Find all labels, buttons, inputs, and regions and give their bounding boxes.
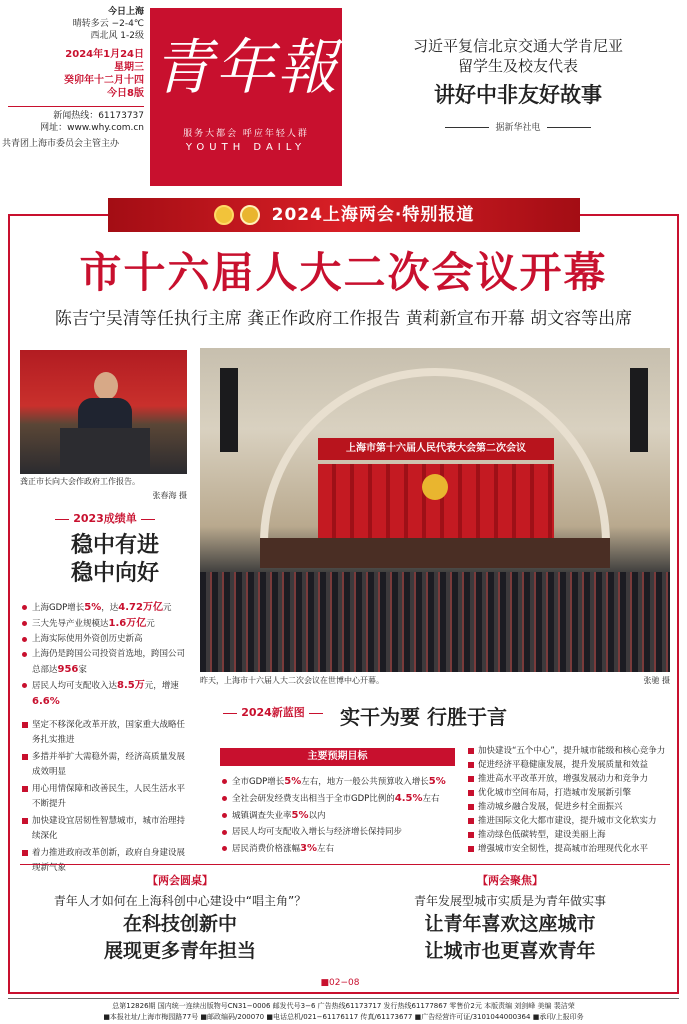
logo-text: 青年報 [153,33,339,103]
achievement-item: 居民人均可支配收入达8.5万元，增速6.6% [20,678,190,710]
blueprint-task-item: 增强城市安全韧性，提高城市治理现代化水平 [466,842,671,856]
task-item: 用心用情保障和改善民生，人民生活水平不断提升 [20,782,190,812]
achievement-item: 上海实际使用外资创历史新高 [20,632,190,647]
focus-title-2[interactable]: 让城市也更喜欢青年 [424,940,596,962]
masthead-info [2,6,144,150]
lead-subhead: 陈吉宁吴清等任执行主席 龚正作政府工作报告 黄莉新宣布开幕 胡文容等出席 [54,309,633,329]
achievement-item: 上海仍是跨国公司投资首选地，跨国公司总部达956家 [20,647,190,678]
roundtable-subtitle: 青年人才如何在上海科创中心建设中“唱主角”？ [53,894,307,908]
footer-line-1: 总第12826期 国内统一连续出版物号CN31−0006 邮发代号3−6 广告热线61173717 发行热线61177867 零售价2元 本版责编 刘剑峰 美编 裴洁荣 [112,1002,575,1010]
blueprint-title[interactable]: 实干为要 行胜于言 [340,705,507,729]
blueprint-tasks-list [466,744,671,856]
lead-headline[interactable]: 市十六届人大二次会议开幕 [79,248,608,297]
audience [200,572,670,672]
top-story-source: 据新华社电 [368,120,668,133]
assembly-hall-photo [200,348,670,672]
blueprint-task-item: 推动城乡融合发展，促进乡村全面振兴 [466,800,671,814]
masthead-separator [8,106,144,107]
target-item: 全社会研发经费支出相当于全市GDP比例的4.5%左右 [220,791,460,807]
assembly-photo-credit: 张驰 摄 [643,676,670,685]
roundtable-title-1[interactable]: 在科技创新中 [122,913,237,935]
top-story-subtitle-1: 习近平复信北京交通大学肯尼亚 [412,37,623,55]
focus-tag: 【两会聚焦】 [477,874,543,887]
weather-line-2: 西北风 1-2级 [90,31,144,41]
roundtable-title-2[interactable]: 展现更多青年担当 [103,940,256,962]
website: 网址：www.why.com.cn [40,123,144,133]
logo-en: YOUTH DAILY [185,142,307,153]
weekday: 星期三 [114,62,144,73]
special-report-banner: 2024上海两会·特别报道 [108,198,580,232]
top-story-subtitle-2: 留学生及校友代表 [457,57,578,75]
task-item: 着力推进政府改革创新，政府自身建设展现新气象 [20,846,190,876]
task-item: 多措并举扩大需稳外需，经济高质量发展成效明显 [20,750,190,780]
blueprint-task-item: 推进国际文化大都市建设，提升城市文化软实力 [466,814,671,828]
achievement-item: 三大先导产业规模达1.6万亿元 [20,616,190,632]
blueprint-task-item: 促进经济平稳健康发展，提升发展质量和效益 [466,758,671,772]
achievement-tasks-list [20,718,190,878]
place: 今日上海 [107,7,144,17]
news-hotline: 新闻热线：61173737 [53,111,144,121]
achievements-list [20,600,190,710]
focus-subtitle: 青年发展型城市实质是为青年做实事 [413,894,606,908]
targets-header: 主要预期目标 [220,748,455,766]
focus-story[interactable] [350,872,670,964]
pages-reference[interactable]: ■02−08 [320,978,360,988]
assembly-caption-text: 昨天，上海市十六届人大二次会议在世博中心开幕。 [200,676,384,685]
roundtable-story[interactable] [20,872,340,964]
section-divider [20,864,670,865]
footer-line-2: ■本报社址/上海市梅园路77号 ■邮政编码/200070 ■电话总机/021−61176117 传真/61173677 ■广告经营许可证/3101044000364 ■承印/上报印务 [103,1013,584,1021]
top-story[interactable] [368,36,668,133]
focus-title-1[interactable]: 让青年喜欢这座城市 [424,913,596,935]
blueprint-task-item: 加快建设“五个中心”，提升城市能级和核心竞争力 [466,744,671,758]
cppcc-emblem-icon [240,205,260,225]
achievements-label: 2023成绩单 [40,510,170,526]
rostrum [260,538,610,568]
logo-tagline: 服务大都会 呼应年轻人群 [183,129,309,139]
mayor-photo-credit: 张春海 摄 [152,491,187,500]
newspaper-logo [150,8,342,186]
pages-today: 今日8版 [107,88,144,99]
mayor-photo [20,350,187,474]
speaker-right [630,368,648,452]
weather-line-1: 晴转多云 −2-4℃ [72,19,144,29]
achievements-title: 稳中有进 稳中向好 [70,533,159,586]
assembly-photo-caption [200,675,670,687]
lunar-date: 癸卯年十二月十四 [64,75,144,86]
top-story-title[interactable]: 讲好中非友好故事 [434,83,602,107]
roundtable-tag: 【两会圆桌】 [147,874,213,887]
podium [60,428,150,474]
footer [8,998,679,1023]
stage-emblem-icon [422,474,448,500]
task-item: 加快建设宜居韧性智慧城市，城市治理持续深化 [20,814,190,844]
blueprint-task-item: 推动绿色低碳转型，建设美丽上海 [466,828,671,842]
blueprint-task-item: 推进高水平改革开放，增强发展动力和竞争力 [466,772,671,786]
target-item: 居民人均可支配收入增长与经济增长保持同步 [220,825,460,840]
national-emblem-icon [214,205,234,225]
mayor-photo-caption: 龚正市长向大会作政府工作报告。 [20,477,140,486]
blueprint-label: 2024新蓝图 [218,704,328,720]
issue-date: 2024年1月24日 [65,49,144,60]
task-item: 坚定不移深化改革开放，国家重大战略任务扎实推进 [20,718,190,748]
blueprint-task-item: 优化城市空间布局，打造城市发展新引擎 [466,786,671,800]
publisher: 共青团上海市委员会主管主办 [2,139,120,149]
achievement-item: 上海GDP增长5%，达4.72万亿元 [20,600,190,616]
target-item: 全市GDP增长5%左右，地方一般公共预算收入增长5% [220,774,460,790]
target-item: 城镇调查失业率5%以内 [220,808,460,824]
targets-list [220,774,460,858]
stage-banner: 上海市第十六届人民代表大会第二次会议 [318,438,554,460]
target-item: 居民消费价格涨幅3%左右 [220,841,460,857]
speaker-left [220,368,238,452]
